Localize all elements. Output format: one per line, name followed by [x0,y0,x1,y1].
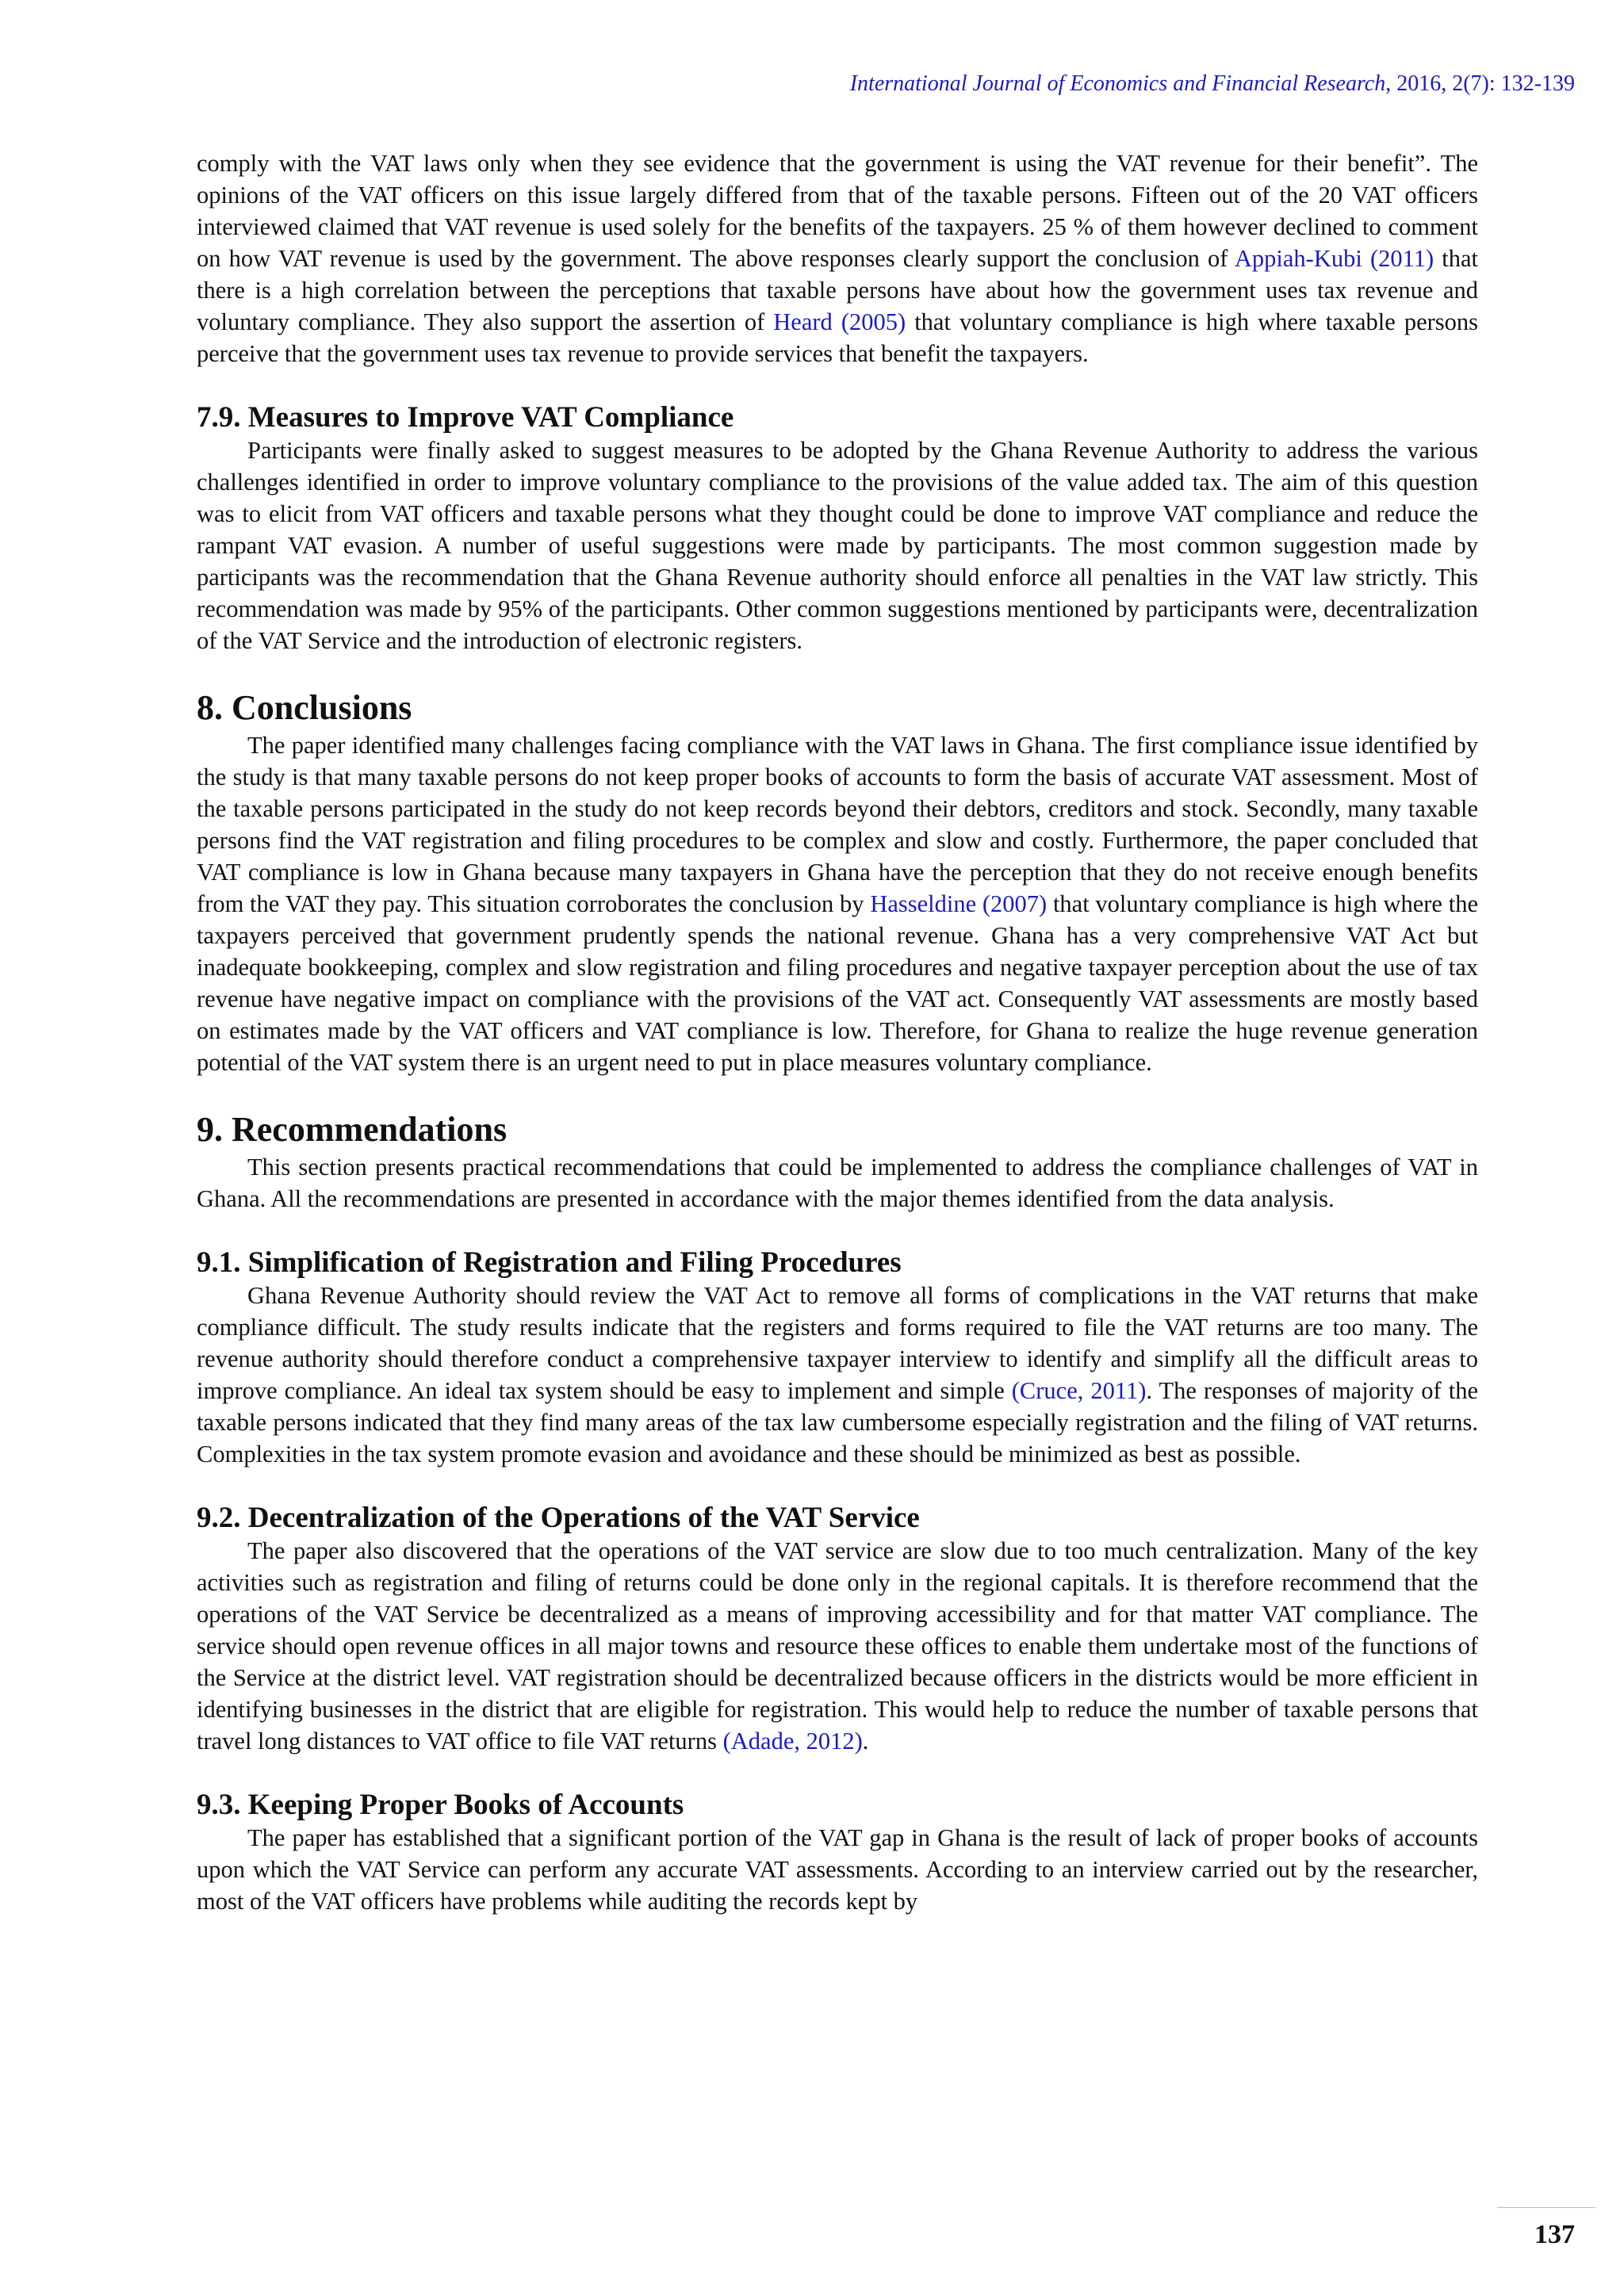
section-heading-8: 8. Conclusions [197,688,412,727]
page-number: 137 [1534,2220,1575,2249]
footer-divider [1497,2207,1595,2208]
paragraph: Participants were finally asked to suggest measures to be adopted by the Ghana Revenue Authority to address the various challenges identified in order to improve voluntary compliance to the provisions of the value added tax. The aim of this question was to elicit from VAT officers and taxable persons what they thought could be done to improve VAT compliance and reduce the rampant VAT evasion. A number of useful suggestions were made by participants. The most common suggestion made by participants was the recommendation that the Ghana Revenue authority should enforce all penalties in the VAT law strictly. This recommendation was made by 95% of the participants. Other common suggestions mentioned by participants were, decentralization of the VAT Service and the introduction of electronic registers. [197,437,1478,654]
running-header [850,71,1575,97]
paragraph: The paper also discovered that the operations of the VAT service are slow due to too much centralization. Many of the key activities such as registration and filing of returns could be done only in the regional capitals. It is therefore recommend that the operations of the VAT Service be decentralized as a means of improving accessibility and for that matter VAT compliance. The service should open revenue offices in all major towns and resource these offices to enable them undertake most of the functions of the Service at the district level. VAT registration should be decentralized because officers in the districts would be more efficient in identifying businesses in the district that are eligible for registration. This would help to reduce the number of taxable persons that travel long distances to VAT office to file VAT returns (Adade, 2012). [197,1537,1478,1755]
citation-link[interactable]: Appiah-Kubi (2011) [1234,245,1434,272]
section-heading-7-9: 7.9. Measures to Improve VAT Compliance [197,401,734,434]
citation-link[interactable]: (Adade, 2012) [722,1728,863,1755]
paragraph-continued: comply with the VAT laws only when they see evidence that the government is using the VAT revenue for their benefit”. The opinions of the VAT officers on this issue largely differed from that of the taxable persons. Fifteen out of the 20 VAT officers interviewed claimed that VAT revenue is used solely for the benefits of the taxpayers. 25 % of them however declined to comment on how VAT revenue is used by the government. The above responses clearly support the conclusion of Appiah-Kubi (2011) that there is a high correlation between the perceptions that taxable persons have about how the government uses tax revenue and voluntary compliance. They also support the assertion of Heard (2005) that voluntary compliance is high where taxable persons perceive that the government uses tax revenue to provide services that benefit the taxpayers. [197,150,1479,367]
section-heading-9-3: 9.3. Keeping Proper Books of Accounts [197,1789,684,1821]
paragraph: The paper has established that a significant portion of the VAT gap in Ghana is the result of lack of proper books of accounts upon which the VAT Service can perform any accurate VAT assessments. According to an interview carried out by the researcher, most of the VAT officers have problems while auditing the records kept by [197,1824,1478,1915]
journal-name: International Journal of Economics and Financial Research [849,71,1386,96]
paragraph: Ghana Revenue Authority should review the VAT Act to remove all forms of complications in the VAT returns that make compliance difficult. The study results indicate that the registers and forms required to file the VAT returns are too many. The revenue authority should therefore conduct a comprehensive taxpayer interview to identify and simplify all the difficult areas to improve compliance. An ideal tax system should be easy to implement and simple (Cruce, 2011). The responses of majority of the taxable persons indicated that they find many areas of the tax law cumbersome especially registration and the filing of VAT returns. Complexities in the tax system promote evasion and avoidance and these should be minimized as best as possible. [197,1282,1478,1468]
citation-link[interactable]: (Cruce, 2011) [1011,1377,1147,1404]
citation-link[interactable]: Heard (2005) [773,308,906,335]
volume-info: , 2016, 2(7): 132-139 [1385,71,1575,96]
paragraph: The paper identified many challenges facing compliance with the VAT laws in Ghana. The first compliance issue identified by the study is that many taxable persons do not keep proper books of accounts to form the basis of accurate VAT assessment. Most of the taxable persons participated in the study do not keep records beyond their debtors, creditors and stock. Secondly, many taxable persons find the VAT registration and filing procedures to be complex and slow and costly. Furthermore, the paper concluded that VAT compliance is low in Ghana because many taxpayers in Ghana have the perception that they do not receive enough benefits from the VAT they pay. This situation corroborates the conclusion by Hasseldine (2007) that voluntary compliance is high where the taxpayers perceived that government prudently spends the national revenue. Ghana has a very comprehensive VAT Act but inadequate bookkeeping, complex and slow registration and filing procedures and negative taxpayer perception about the use of tax revenue have negative impact on compliance with the provisions of the VAT act. Consequently VAT assessments are mostly based on estimates made by the VAT officers and VAT compliance is low. Therefore, for Ghana to realize the huge revenue generation potential of the VAT system there is an urgent need to put in place measures voluntary compliance. [197,732,1478,1076]
paragraph: This section presents practical recommendations that could be implemented to address the compliance challenges of VAT in Ghana. All the recommendations are presented in accordance with the major themes identified from the data analysis. [197,1154,1478,1212]
article-body [197,147,1478,1917]
section-heading-9-1: 9.1. Simplification of Registration and Filing Procedures [197,1246,902,1279]
section-heading-9: 9. Recommendations [197,1110,508,1149]
section-heading-9-2: 9.2. Decentralization of the Operations of the VAT Service [197,1502,920,1534]
citation-link[interactable]: Hasseldine (2007) [870,890,1048,917]
